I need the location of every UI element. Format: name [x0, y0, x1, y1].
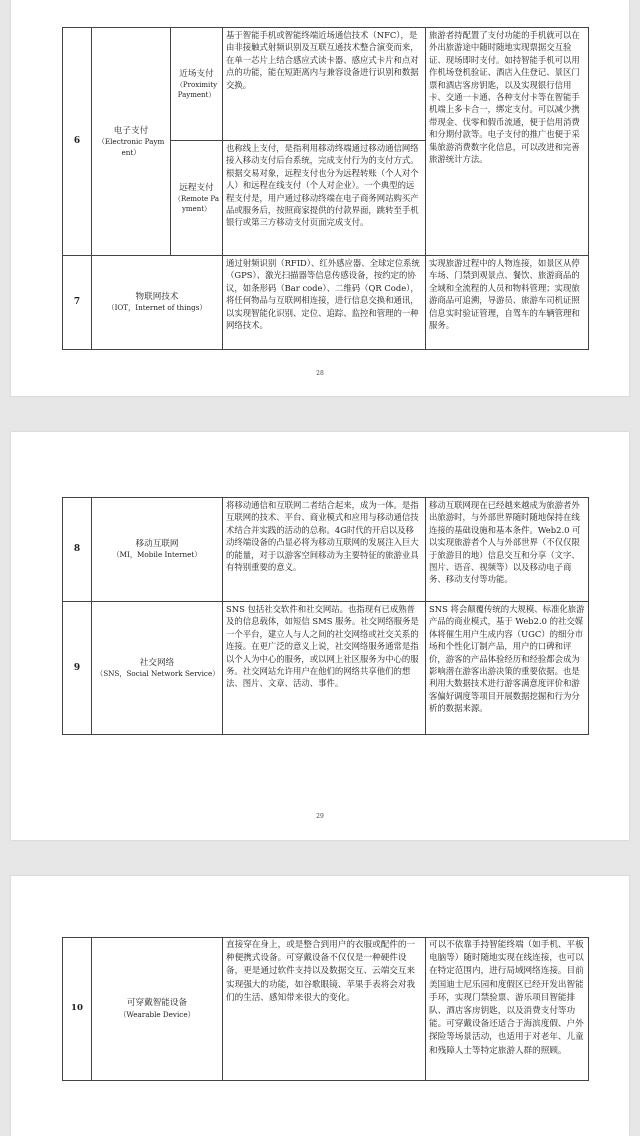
category-name-zh: 可穿戴智能设备 [126, 998, 188, 1009]
table-row [63, 602, 589, 735]
table-row [63, 256, 589, 350]
row-number: 8 [63, 498, 92, 602]
category-name-en: （IOT，Internet of things） [107, 303, 207, 313]
category-name-en: （MI，Mobile Internet） [112, 550, 202, 560]
table-row [63, 28, 589, 141]
category-cell [92, 256, 223, 350]
row-number: 7 [63, 256, 92, 350]
document-page-3 [11, 876, 629, 1136]
document-page-1 [11, 0, 629, 396]
category-name-zh: 社交网络 [139, 657, 175, 668]
category-name-zh: 电子支付 [113, 126, 149, 136]
tech-table-page-2 [62, 497, 589, 735]
description-cell: 直接穿在身上，或是整合到用户的衣服或配件的一种便携式设备。可穿戴设备不仅仅是一种硬件设备，更是通过软件支持以及数据交互、云端交互来实现强大的功能，如谷歌眼镜、苹果手表将会对我们的生活、感知带来很大的变化。 [223, 938, 426, 1081]
description-cell: 基于智能手机或智能终端近场通信技术（NFC），是由非接触式射频识别及互联互通技术整合演变而来，在单一芯片上结合感应式读卡器、感应式卡片和点对点的功能，能在短距离内与兼容设备进行识别和数据交换。 [223, 28, 426, 141]
application-cell: SNS 将会颠覆传统的大规模、标准化旅游产品的商业模式，基于 Web2.0 的社交媒体将催生用户生成内容（UGC）的细分市场和个性化订制产品，用户的口碑和评价，游客的产品体验经历和经验都会成为影响潜在游客出游决策的重要依据。也是利用大数据技术进行游客满意度评价和游客偏好调度等项目开展数据挖掘和行为分析的数据来源。 [426, 602, 589, 735]
category-name-zh: 物联网技术 [135, 292, 179, 303]
table-row [63, 938, 589, 1081]
subcategory-name-zh: 近场支付 [179, 69, 214, 79]
description-cell: 将移动通信和互联网二者结合起来，成为一体。是指互联网的技术、平台、商业模式和应用与移动通信技术结合并实践的活动的总称。4G时代的开启以及移动终端设备的凸显必将为移动互联网的发展注入巨大的能量，对于以游客空间移动为主要特征的旅游业具有特别重要的意义。 [223, 498, 426, 602]
table-row [63, 498, 589, 602]
page-number: 28 [316, 370, 324, 377]
category-name-en: （SNS，Social Network Service） [96, 668, 220, 678]
row-number: 6 [63, 28, 92, 256]
tech-table-page-1 [62, 27, 589, 350]
application-cell: 可以不依靠手持智能终端（如手机、平板电脑等）随时随地实现在线连接，也可以在特定范围内，进行局域网络连接。目前美国迪士尼乐园和度假区已经开发出智能手环，实现门禁验票、游乐项目智能排队、酒店客房钥匙，以及消费支付等功能。可穿戴设备还适合于海滨度假、户外探险等场景活动，也适用于对老年、儿童和残障人士等特定旅游人群的照顾。 [426, 938, 589, 1081]
category-name-zh: 移动互联网 [135, 539, 179, 550]
application-cell: 旅游者持配置了支付功能的手机就可以在外出旅游途中随时随地实现票据交互验证、现场即时支付。如持智能手机可以用作机场登机验证、酒店入住登记、景区门票和酒店客房钥匙，以及实现银行信用卡、交通一卡通、各种支付卡等在智能手机端上多卡合一，绑定支付。可以减少携带现金、伐零和假币流通，便于信用消费和分期付款等。电子支付的推广也便于采集旅游消费数字化信息，可以改进和完善旅游统计方法。 [426, 28, 589, 256]
category-name-en: （Electronic Payment） [97, 137, 165, 157]
application-cell: 移动互联网现在已经越来越成为旅游者外出旅游时，与外部世界随时随地保持在线连接的基础设施和基本条件。Web2.0 可以实现旅游者个人与外部世界（不仅仅限于旅游目的地）信息交互和分享（文字、图片、语音、视频等）以及移动电子商务、移动支付等功能。 [426, 498, 589, 602]
row-number: 9 [63, 602, 92, 735]
category-cell [92, 498, 223, 602]
tech-table-page-3 [62, 937, 589, 1081]
page-number: 29 [316, 813, 324, 820]
subcategory-name-zh: 远程支付 [179, 183, 214, 193]
subcategory-cell [171, 28, 223, 141]
subcategory-cell [171, 141, 223, 256]
category-cell [92, 602, 223, 735]
category-name-en: （Wearable Device） [119, 1010, 195, 1020]
row-number: 10 [63, 938, 92, 1081]
description-cell: SNS 包括社交软件和社交网站。也指现有已成熟普及的信息载体，如短信 SMS 服务。社交网络服务是一个平台，建立人与人之间的社交网络或社交关系的连接。在更广泛的意义上说，社交网络服务通常是指以个人为中心的服务，或以网上社区服务为中心的服务。社交网站允许用户在他们的网络共享他们的想法、图片、文章、活动、事件。 [223, 602, 426, 735]
application-cell: 实现旅游过程中的人物连接，如景区从停车场、门禁到观景点、餐饮、旅游商品的全域和全流程的人员和物料管理；实现旅游商品可追溯，导游员、旅游车司机证照信息实时验证管理，自驾车的车辆管理和服务。 [426, 256, 589, 350]
subcategory-name-en: （Remote Payment） [173, 195, 219, 213]
category-cell [92, 938, 223, 1081]
subcategory-name-en: （Proximity Payment） [175, 81, 218, 99]
description-cell: 也称线上支付，是指利用移动终端通过移动通信网络接入移动支付后台系统，完成支付行为的支付方式。根据交易对象，远程支付也分为远程转账（个人对个人）和远程在线支付（个人对企业）。一个典型的远程支付是，用户通过移动终端在电子商务网站购买产品或服务后，按照商家提供的付款界面，跳转至手机银行或第三方移动支付页面完成支付。 [223, 141, 426, 256]
document-page-2 [11, 432, 629, 840]
description-cell: 通过射频识别（RFID）、红外感应器、全球定位系统（GPS）、激光扫描器等信息传感设备，按约定的协议，如条形码（Bar code）、二维码（QR Code），将任何物品与互联网相连接，进行信息交换和通讯，以实现智能化识别、定位、追踪、监控和管理的一种网络技术。 [223, 256, 426, 350]
category-cell [92, 28, 171, 256]
